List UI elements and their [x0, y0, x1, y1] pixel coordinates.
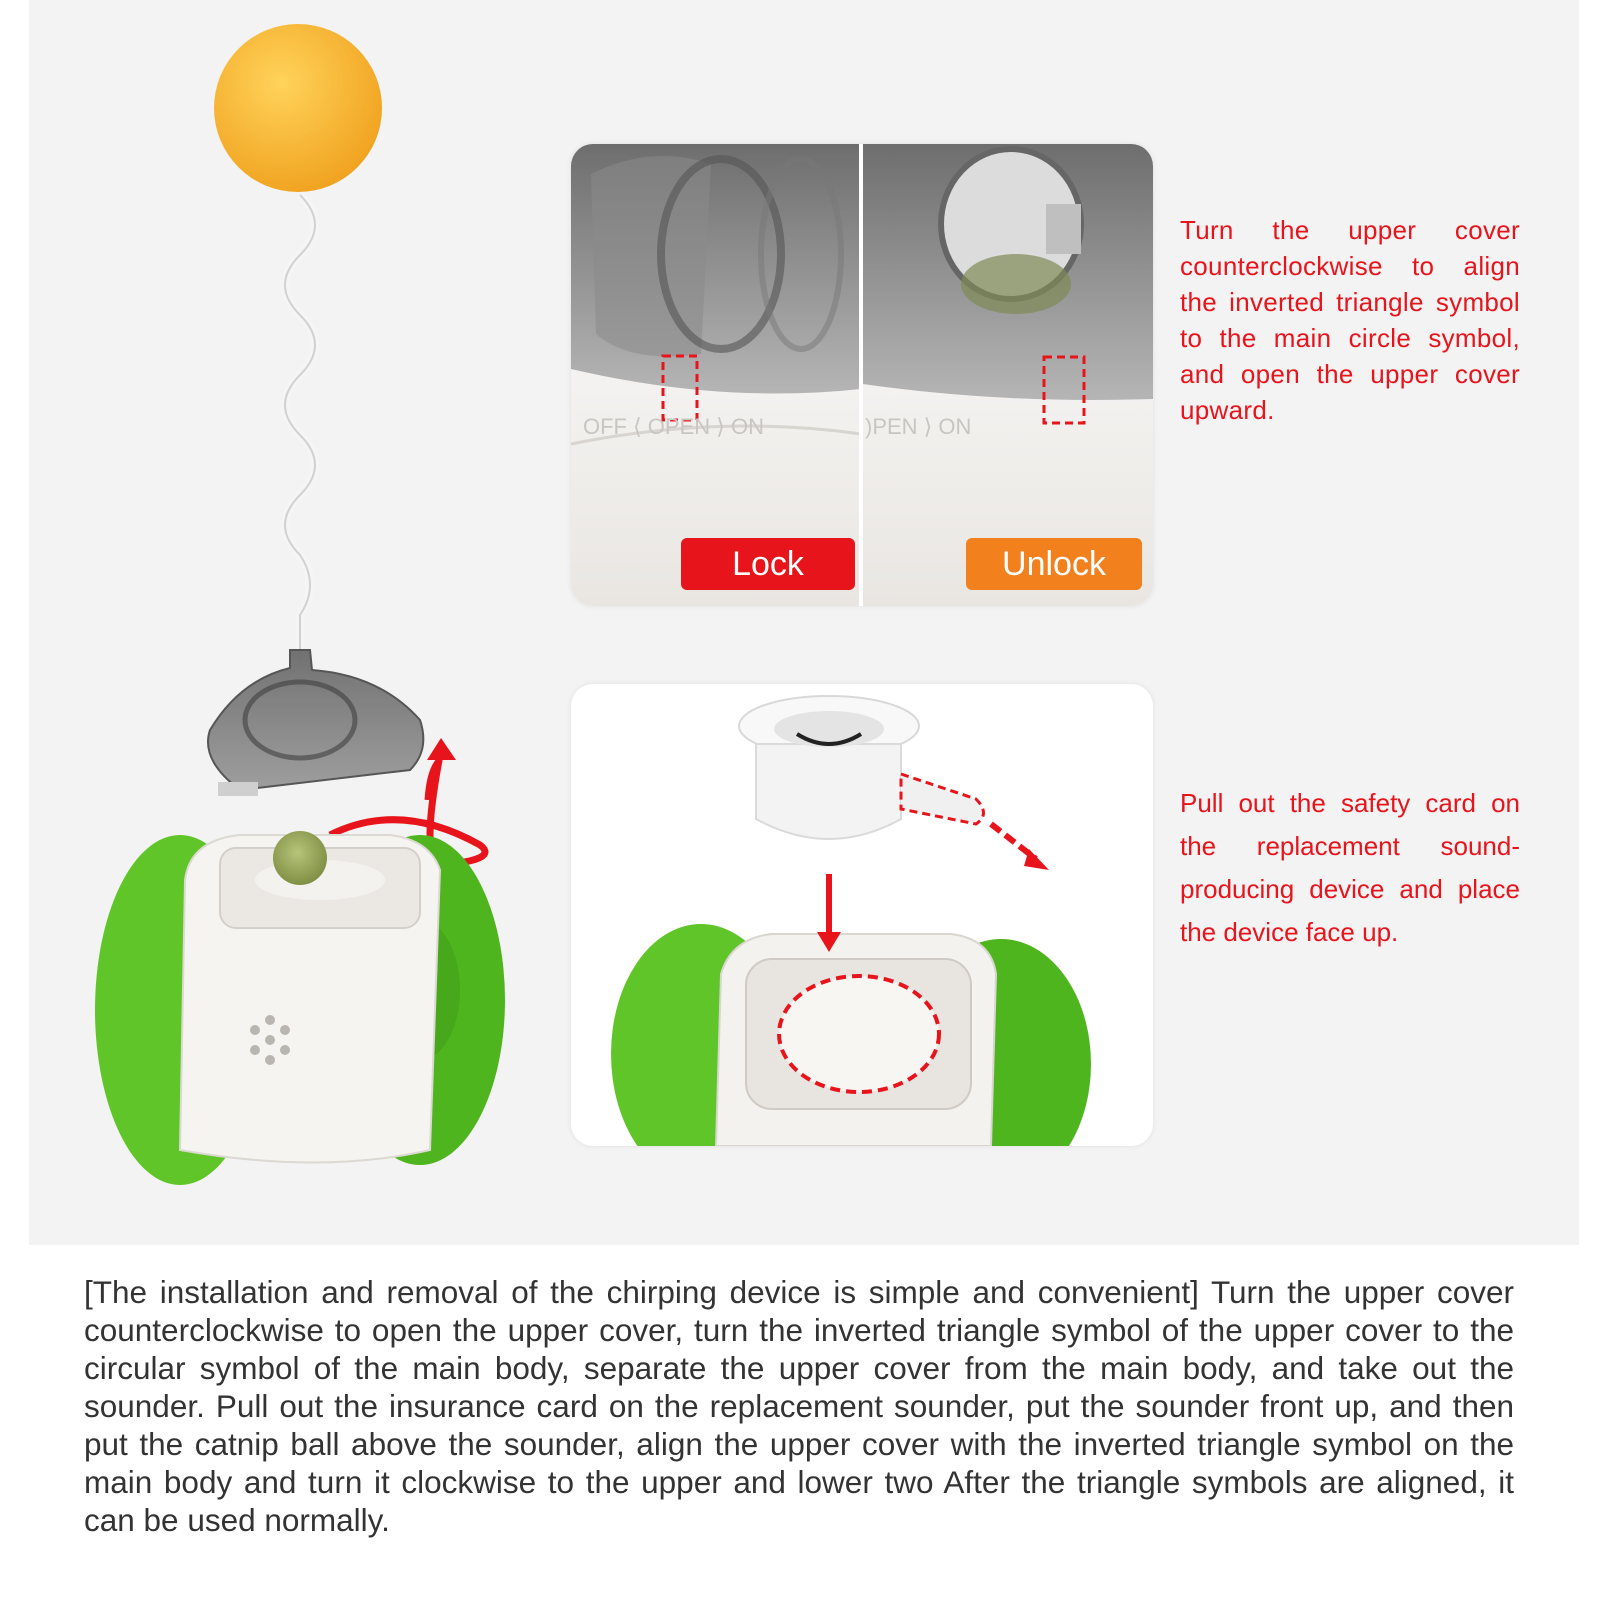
emboss-text-right: )PEN ⟩ ON — [865, 414, 972, 439]
sounder-card — [571, 684, 1153, 1146]
emboss-text-left: OFF ⟨ OPEN ⟩ ON — [583, 414, 764, 439]
catnip-ball — [273, 831, 327, 885]
exploded-toy-illustration — [0, 0, 600, 1245]
lock-unlock-illustration — [571, 144, 1153, 606]
lock-unlock-card — [571, 144, 1153, 606]
yellow-ball — [214, 24, 382, 192]
rotate-arrow-icon — [427, 738, 456, 760]
unlock-badge: Unlock — [966, 538, 1142, 590]
description-text: [The installation and removal of the chirping device is simple and convenient] Turn the upper cover counterclockwise to open the upper cover, turn the inverted triangle symbol of the upper cover to the circular symbol of the main body, separate the upper cover from the main body, and take out the sounder. Pull out the insurance card on the replacement sounder, put the sounder front up, and then put the catnip ball above the sounder, align the upper cover with the inverted triangle symbol on the main body and turn it clockwise to the upper and lower two After the triangle symbols are aligned, it can be used normally. — [84, 1274, 1514, 1538]
upper-cover — [208, 650, 423, 790]
lock-badge: Lock — [681, 538, 855, 590]
step1-instruction: Turn the upper cover counterclockwise to align the inverted triangle symbol to the main circle symbol, and open the upper cover upward. — [1180, 215, 1520, 425]
sounder-illustration — [571, 684, 1153, 1146]
step2-instruction: Pull out the safety card on the replacement sound-producing device and place the device face up. — [1180, 788, 1520, 947]
